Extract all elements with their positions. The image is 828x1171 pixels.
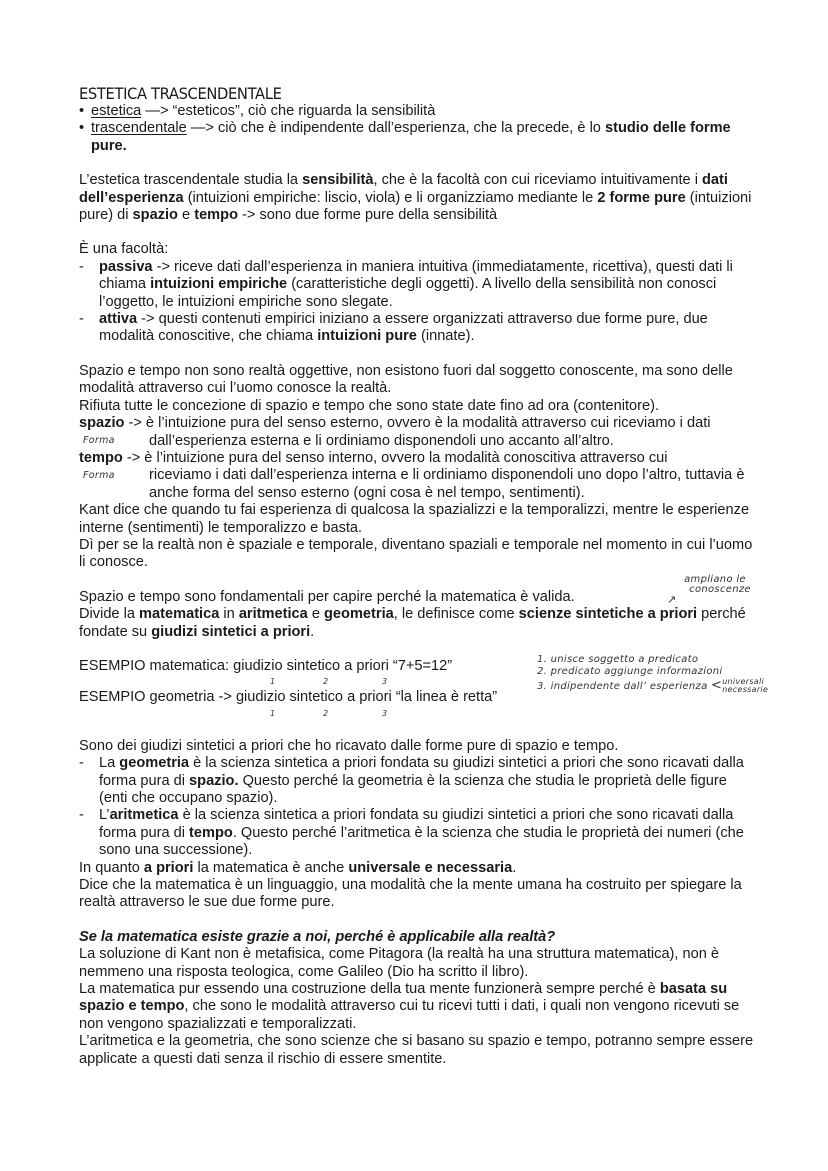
kant-paragraph: Kant dice che quando tu fai esperienza di qualcosa la spazializzi e la temporalizzi, mentre le esperienze interne (sentimenti) le temporalizzo e basta. [79,502,750,536]
list-item-attiva: - attiva -> questi contenuti empirici iniziano a essere organizzati attraverso due forme pure, due modalità conoscitive, che chiama intuizioni pure (innate). [79,311,708,345]
matematica-divide: Divide la matematica in aritmetica e geometria, le definisce come scienze sintetiche a priori perché fondate su giudizi sintetici a priori. [79,606,746,640]
matematica-section [79,573,759,641]
definition-trascendentale: • trascendentale —> ciò che è indipendente dall’esperienza, che la precede, è lo studio delle forme pure. [79,120,731,154]
handwritten-note-forma: Forma [83,469,115,481]
arrow-up-right-icon: ↗ [667,592,677,606]
realta-paragraph: Dì per se la realtà non è spaziale e temporale, diventano spaziali e temporale nel momento in cui l’uomo li conosce. [79,536,753,571]
list-item-passiva: - passiva -> riceve dati dall’esperienza in maniera intuitiva (immediatamente, ricettiva), questi dati li chiama intuizioni empiriche (caratteristiche degli oggetti). A livello della sensibilità non conosci l’oggetto, le intuizioni empiriche sono slegate. [79,258,733,310]
definition-tempo: tempo -> è l’intuizione pura del senso interno, ovvero la modalità conoscitiva attraverso cui Forma riceviamo i dati dall’esperienza interna e li ordiniamo disponendoli uno dopo l’altro, tuttavia è anche forma del senso esterno (ogni cosa è nel tempo, sentimenti). [79,449,745,501]
handwritten-notes-giudizio: 1. unisce soggetto a predicato 2. predicato aggiunge informazioni 3. indipendente dall’ esperienza < universali necessarie [537,653,769,694]
list-item-geometria: - La geometria è la scienza sintetica a priori fondata su giudizi sintetici a priori che sono ricavati dalla forma pura di spazio. Questo perché la geometria è la scienza che studia le proprietà delle figure (enti che occupano spazio). [79,755,744,806]
facolta-heading: È una facoltà: [79,241,169,258]
dash-icon: - [79,807,84,824]
definition-estetica: • estetica —> “esteticos”, ciò che riguarda la sensibilità [79,103,436,119]
giudizi-paragraph: Sono dei giudizi sintetici a priori che ho ricavato dalle forme pure di spazio e tempo. [79,737,619,754]
applicazione-paragraph: L’aritmetica e la geometria, che sono scienze che si basano su spazio e tempo, potranno sempre essere applicate a questi dati senza il rischio di essere smentite. [79,1033,754,1067]
dash-icon: - [79,258,84,275]
page-title: ESTETICA TRASCENDENTALE [79,84,282,103]
spazio-tempo-paragraph: Spazio e tempo non sono realtà oggettive, non esistono fuori dal soggetto conoscente, ma sono delle modalità attraverso cui l’uomo conosce la realtà. [79,362,733,397]
dash-icon: - [79,311,84,328]
esempio-geometria: ESEMPIO geometria -> giudizio sintetico a priori “la linea è retta” [79,689,498,706]
esempi-section [79,653,769,721]
dash-icon: - [79,755,84,772]
term: estetica [91,103,142,119]
list-item-aritmetica: - L’aritmetica è la scienza sintetica a priori fondata su giudizi sintetici a priori che sono ricavati dalla forma pura di tempo. Questo perché l’aritmetica è la scienza che studia le proprietà dei numeri (che sono una successione). [79,807,744,859]
matematica-valida: Spazio e tempo sono fondamentali per capire perché la matematica è valida. [79,588,575,605]
soluzione-paragraph: La soluzione di Kant non è metafisica, come Pitagora (la realtà ha una struttura matematica), non è nemmeno una risposta teologica, come Galileo (Dio ha scritto il libro). [79,946,720,980]
bullet-icon: • [79,120,85,137]
a-priori-paragraph: In quanto a priori la matematica è anche universale e necessaria. [79,859,517,876]
numbering: 1 2 3 [270,708,388,718]
esempio-matematica: ESEMPIO matematica: giudizio sintetico a priori “7+5=12” [79,657,453,674]
intro-paragraph: L’estetica trascendentale studia la sensibilità, che è la facoltà con cui riceviamo intuitivamente i dati dell’esperienza (intuizioni empiriche: liscio, viola) e li organizziamo mediante le 2 forme pure (intuizioni pure) di spazio e tempo -> sono due forme pure della sensibilità [79,172,752,224]
question-heading: Se la matematica esiste grazie a noi, perché è applicabile alla realtà? [79,928,556,945]
costruzione-paragraph: La matematica pur essendo una costruzione della tua mente funzionerà sempre perché è basata su spazio e tempo, che sono le modalità attraverso cui tu ricevi tutti i dati, i quali non vengono ricevuti se non vengono spazializzati e temporalizzati. [79,981,740,1032]
rifiuta-paragraph: Rifiuta tutte le concezione di spazio e tempo che sono state date fino ad ora (contenitore). [79,397,660,414]
document-page [79,84,769,1068]
linguaggio-paragraph: Dice che la matematica è un linguaggio, una modalità che la mente umana ha costruito per spiegare la realtà attraverso le sue due forme pure. [79,877,742,911]
handwritten-note-ampliano: ampliano le conoscenze [684,573,751,595]
bullet-icon: • [79,103,85,119]
numbering: 1 2 3 [270,677,388,687]
term: trascendentale [91,120,187,137]
definition-spazio: spazio -> è l’intuizione pura del senso esterno, ovvero è la modalità attraverso cui riceviamo i dati Forma dall’esperienza esterna e li ordiniamo disponendoli uno accanto all’altro. [79,415,711,449]
handwritten-note-forma: Forma [83,435,115,447]
